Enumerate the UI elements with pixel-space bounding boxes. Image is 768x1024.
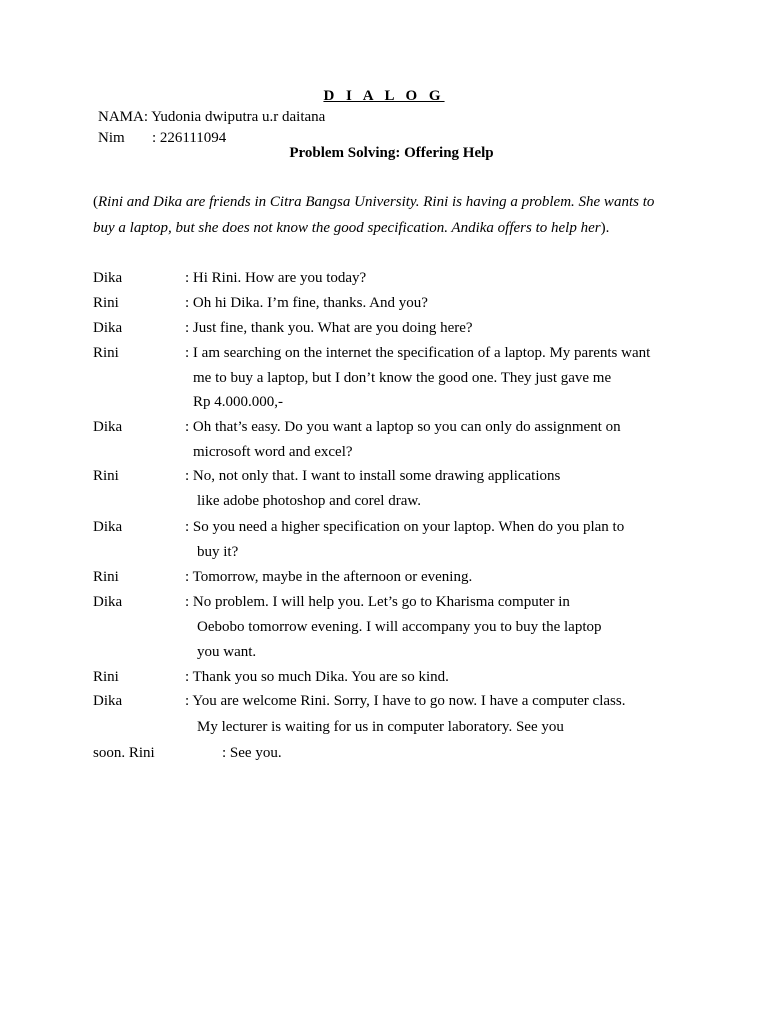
dialogue-line: : No problem. I will help you. Let’s go to Kharisma computer in bbox=[185, 594, 570, 610]
intro-text-2: buy a laptop, but she does not know the good specification. Andika offers to help her bbox=[93, 220, 601, 236]
dialogue-continuation: like adobe photoshop and corel draw. bbox=[197, 493, 421, 509]
intro-line-1 bbox=[93, 193, 693, 211]
dialogue-continuation: you want. bbox=[197, 644, 257, 660]
final-line-text: : See you. bbox=[222, 745, 282, 761]
speaker-name: Rini bbox=[93, 669, 119, 685]
dialogue-line: : Thank you so much Dika. You are so kind. bbox=[185, 669, 449, 685]
intro-text-1: Rini and Dika are friends in Citra Bangsa University. Rini is having a problem. She wants to bbox=[98, 194, 655, 210]
dialogue-line: : No, not only that. I want to install some drawing applications bbox=[185, 468, 561, 484]
nim-value: : 226111094 bbox=[152, 130, 227, 146]
dialogue-continuation: microsoft word and excel? bbox=[193, 444, 353, 460]
dialogue-continuation: buy it? bbox=[197, 544, 239, 560]
speaker-name: Dika bbox=[93, 270, 123, 286]
nim-label: Nim bbox=[98, 130, 125, 146]
speaker-name: Rini bbox=[93, 468, 119, 484]
intro-line-2 bbox=[93, 219, 693, 237]
dialogue-line: : You are welcome Rini. Sorry, I have to go now. I have a computer class. bbox=[185, 693, 626, 709]
document-title: D I A L O G bbox=[323, 88, 445, 104]
intro-open-paren: ( bbox=[93, 194, 98, 210]
dialogue-line: : Tomorrow, maybe in the afternoon or evening. bbox=[185, 569, 473, 585]
speaker-name: Dika bbox=[93, 594, 123, 610]
dialogue-line: : So you need a higher specification on your laptop. When do you plan to bbox=[185, 519, 625, 535]
dialogue-line: : Just fine, thank you. What are you doing here? bbox=[185, 320, 473, 336]
student-name: NAMA: Yudonia dwiputra u.r daitana bbox=[98, 109, 326, 125]
dialog-subtitle: Problem Solving: Offering Help bbox=[289, 145, 494, 161]
dialogue-line: : I am searching on the internet the specification of a laptop. My parents want bbox=[185, 345, 651, 361]
speaker-name: Dika bbox=[93, 419, 123, 435]
speaker-name: Rini bbox=[93, 345, 119, 361]
dialogue-line: : Oh hi Dika. I’m fine, thanks. And you? bbox=[185, 295, 428, 311]
final-line-prefix: soon. Rini bbox=[93, 745, 155, 761]
speaker-name: Rini bbox=[93, 569, 119, 585]
dialogue-continuation: My lecturer is waiting for us in computer laboratory. See you bbox=[197, 719, 564, 735]
speaker-name: Dika bbox=[93, 320, 123, 336]
dialogue-line: : Hi Rini. How are you today? bbox=[185, 270, 367, 286]
dialogue-continuation: Rp 4.000.000,- bbox=[193, 394, 283, 410]
speaker-name: Dika bbox=[93, 693, 123, 709]
dialogue-continuation: Oebobo tomorrow evening. I will accompany you to buy the laptop bbox=[197, 619, 602, 635]
dialogue-line: : Oh that’s easy. Do you want a laptop so you can only do assignment on bbox=[185, 419, 621, 435]
dialogue-continuation: me to buy a laptop, but I don’t know the good one. They just gave me bbox=[193, 370, 612, 386]
speaker-name: Dika bbox=[93, 519, 123, 535]
intro-close-paren: ). bbox=[600, 220, 610, 236]
speaker-name: Rini bbox=[93, 295, 119, 311]
